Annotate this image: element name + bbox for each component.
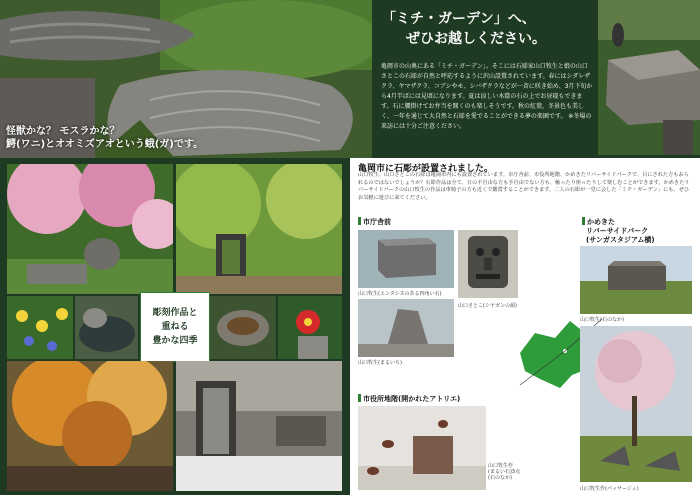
summer-photo [176, 164, 342, 294]
park-image-2 [580, 326, 692, 482]
caption-basement: 山口牧生作 (まるい石)3点 (石のなか) [488, 463, 521, 481]
camellia-image [278, 296, 342, 359]
face-sculpture-image [458, 230, 518, 298]
caption-park1: 山口牧生(石のなか) [580, 317, 624, 323]
seasons-label-line3: 豊かな四季 [152, 336, 198, 346]
winter-photo [176, 361, 342, 491]
basement-photo [358, 406, 486, 490]
seasons-label-box [140, 292, 210, 362]
round-stone-photo [358, 299, 454, 357]
autumn-image [7, 361, 173, 491]
location-city-hall: 市庁舎前 [358, 217, 391, 227]
seasons-label-line2: 重ねる [161, 322, 189, 332]
stone-bench-photo [598, 0, 700, 155]
intro-text: 亀岡市の山奥にある「ミチ・ガーデン」。そこには石彫家山口牧生と娘の山口さとこの石彫が自然と呼応するように沢山設置されています。春にはシダレザクラ、ヤマザクラ、コブシやモ、シバザクラなどが一斉に咲き始め、3月下旬から4月半ばには見頃になります。夏は涼しい木陰の石の上でお昼寝もできます。石に腰掛けてお弁当を開くのも楽しそうです。秋の紅葉、冬景色も美しく、一年を通じて大自然と石彫を愛でることができる夢の楽園です。 ※冬場の来訪には十分ご注意ください。 [381, 63, 593, 130]
spring-image [7, 164, 173, 294]
location-park-line2: リバーサイドパーク [586, 227, 649, 235]
caption-park2: 山口牧生作(パッサージュ) [580, 486, 639, 492]
pond-photo [75, 296, 138, 359]
location-park-line1: かめきた [582, 217, 615, 227]
info-panel [350, 158, 700, 495]
hero-title-line1: 「ミチ・ガーデン」へ、 [382, 11, 536, 27]
round-stone-image [358, 299, 454, 357]
basement-image [358, 406, 486, 490]
hero-caption-line2: 鰐(ワニ)とオオミズアオという蛾(ガ)です。 [6, 139, 204, 150]
camellia-photo [278, 296, 342, 359]
city-hall-block-image [358, 230, 454, 288]
city-hall-block-photo [358, 230, 454, 288]
caption-face: 山口さとこ(シヤガンの顔) [458, 303, 517, 309]
daffodil-photo [7, 296, 73, 359]
stone-bench-image [598, 0, 700, 155]
park-photo-1 [580, 246, 692, 314]
info-text: 山口牧生、山口さとこの石彫は亀岡市内にも設置されています。市庁舎前、市役所地階、かめきたリバーサイドパークで、目にされた方もおられるのではないでしょうか？石彫作品は全て、日の不自由な方も手自由でない方も、触ったり座ったりして楽しむことができます。かめきたリバーサイドパークの山口牧生の作品は車椅子の方も近くで鑑賞することができます。二人の石彫が一堂に会した「ミチ・ガーデン」にも、ぜひお気軽に遊びに来てください。 [358, 172, 690, 201]
stone-bowl-photo [210, 296, 276, 359]
pond-image [75, 296, 138, 359]
seasons-label-line1: 彫刻作品と [152, 308, 198, 318]
hero-title-line2: ぜひお越しください。 [406, 31, 546, 47]
location-basement: 市役所地階(開かれたアトリエ) [358, 394, 460, 404]
face-sculpture-photo [458, 230, 518, 298]
summer-image [176, 164, 342, 294]
location-park-line3: (サンガスタジアム横) [586, 236, 655, 244]
spring-photo [7, 164, 173, 294]
park-image-1 [580, 246, 692, 314]
autumn-photo [7, 361, 173, 491]
park-photo-2 [580, 326, 692, 482]
info-title: 亀岡市に石彫が設置されました。 [358, 164, 494, 174]
hero-caption-line1: 怪獣かな？ モスラかな？ [6, 126, 120, 137]
seasons-collage [0, 158, 350, 495]
winter-image [176, 361, 342, 491]
stone-bowl-image [210, 296, 276, 359]
caption-round: 山口牧生(まるいち) [358, 360, 402, 366]
hero-title-panel [372, 0, 598, 58]
caption-entrance: 山口牧生(エンタシスのある四角い石) [358, 291, 442, 297]
daffodil-image [7, 296, 73, 359]
